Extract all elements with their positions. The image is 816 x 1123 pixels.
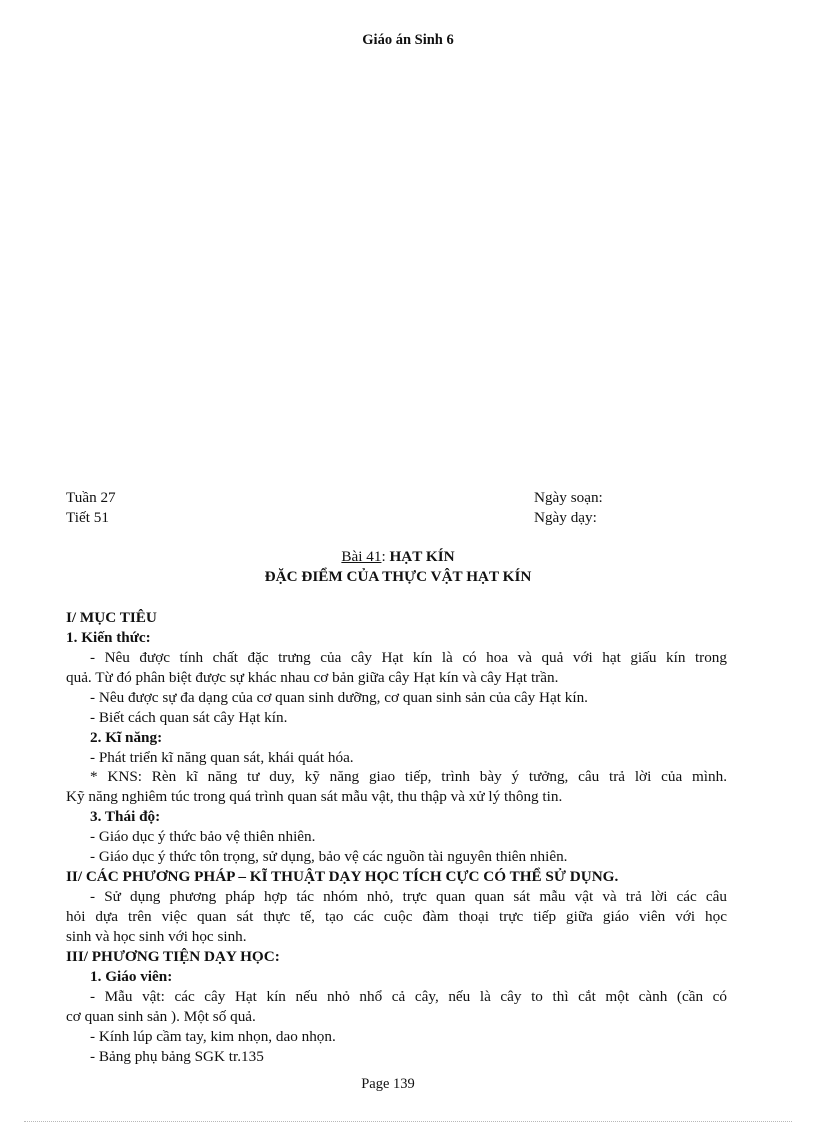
methods-line-2: hỏi dựa trên việc quan sát thực tế, tạo các cuộc đàm thoại trực tiếp giữa giáo viên với học: [66, 908, 727, 925]
page-bottom-rule: [24, 1121, 792, 1122]
heading-attitude: 3. Thái độ:: [90, 808, 161, 825]
lesson-subtitle: ĐẶC ĐIỂM CỦA THỰC VẬT HẠT KÍN: [264, 568, 532, 585]
knowledge-item-3: - Biết cách quan sát cây Hạt kín.: [90, 709, 288, 726]
teacher-item-1-line-2: cơ quan sinh sản ). Một số quả.: [66, 1008, 256, 1025]
page-number: Page 139: [361, 1076, 415, 1092]
section-materials: III/ PHƯƠNG TIỆN DẠY HỌC:: [66, 948, 280, 965]
lesson-title: [0, 548, 796, 566]
skills-kns-line-2: Kỹ năng nghiêm túc trong quá trình quan sát mẫu vật, thu thập và xử lý thông tin.: [66, 788, 563, 805]
methods-line-1: - Sử dụng phương pháp hợp tác nhóm nhỏ, trực quan quan sát mẫu vật và trả lời các câu: [90, 888, 727, 905]
knowledge-item-1-line-1: - Nêu được tính chất đặc trưng của cây Hạt kín là có hoa và quả với hạt giấu kín trong: [90, 649, 727, 666]
attitude-item-2: - Giáo dục ý thức tôn trọng, sử dụng, bảo vệ các nguồn tài nguyên thiên nhiên.: [90, 848, 568, 865]
skills-kns-line-1: * KNS: Rèn kĩ năng tư duy, kỹ năng giao tiếp, trình bày ý tưởng, câu trả lời của mình.: [90, 768, 727, 785]
prepared-date-label: Ngày soạn:: [534, 489, 603, 506]
heading-teacher: 1. Giáo viên:: [90, 968, 173, 985]
heading-knowledge: 1. Kiến thức:: [66, 629, 151, 646]
knowledge-item-2: - Nêu được sự đa dạng của cơ quan sinh dưỡng, cơ quan sinh sản của cây Hạt kín.: [90, 689, 588, 706]
lesson-name: HẠT KÍN: [389, 548, 455, 565]
methods-line-3: sinh và học sinh với học sinh.: [66, 928, 247, 945]
week-label: Tuần 27: [66, 489, 116, 506]
page-header: Giáo án Sinh 6: [362, 32, 454, 48]
section-methods: II/ CÁC PHƯƠNG PHÁP – KĨ THUẬT DẠY HỌC TÍCH CỰC CÓ THỂ SỬ DỤNG.: [66, 868, 619, 885]
teacher-item-1-line-1: - Mẫu vật: các cây Hạt kín nếu nhỏ nhổ cả cây, nếu là cây to thì cắt một cành (cần có: [90, 988, 727, 1005]
section-objectives: I/ MỤC TIÊU: [66, 609, 157, 626]
lesson-number: Bài 41: [341, 548, 382, 565]
teacher-item-3: - Bảng phụ bảng SGK tr.135: [90, 1048, 264, 1065]
knowledge-item-1-line-2: quả. Từ đó phân biệt được sự khác nhau cơ bản giữa cây Hạt kín và cây Hạt trần.: [66, 669, 559, 686]
period-label: Tiết 51: [66, 509, 109, 526]
teacher-item-2: - Kính lúp cầm tay, kim nhọn, dao nhọn.: [90, 1028, 336, 1045]
heading-skills: 2. Kĩ năng:: [90, 729, 163, 746]
attitude-item-1: - Giáo dục ý thức bảo vệ thiên nhiên.: [90, 828, 316, 845]
taught-date-label: Ngày dạy:: [534, 509, 597, 526]
skills-item-1: - Phát triển kĩ năng quan sát, khái quát hóa.: [90, 749, 354, 766]
lesson-separator: :: [381, 548, 390, 565]
